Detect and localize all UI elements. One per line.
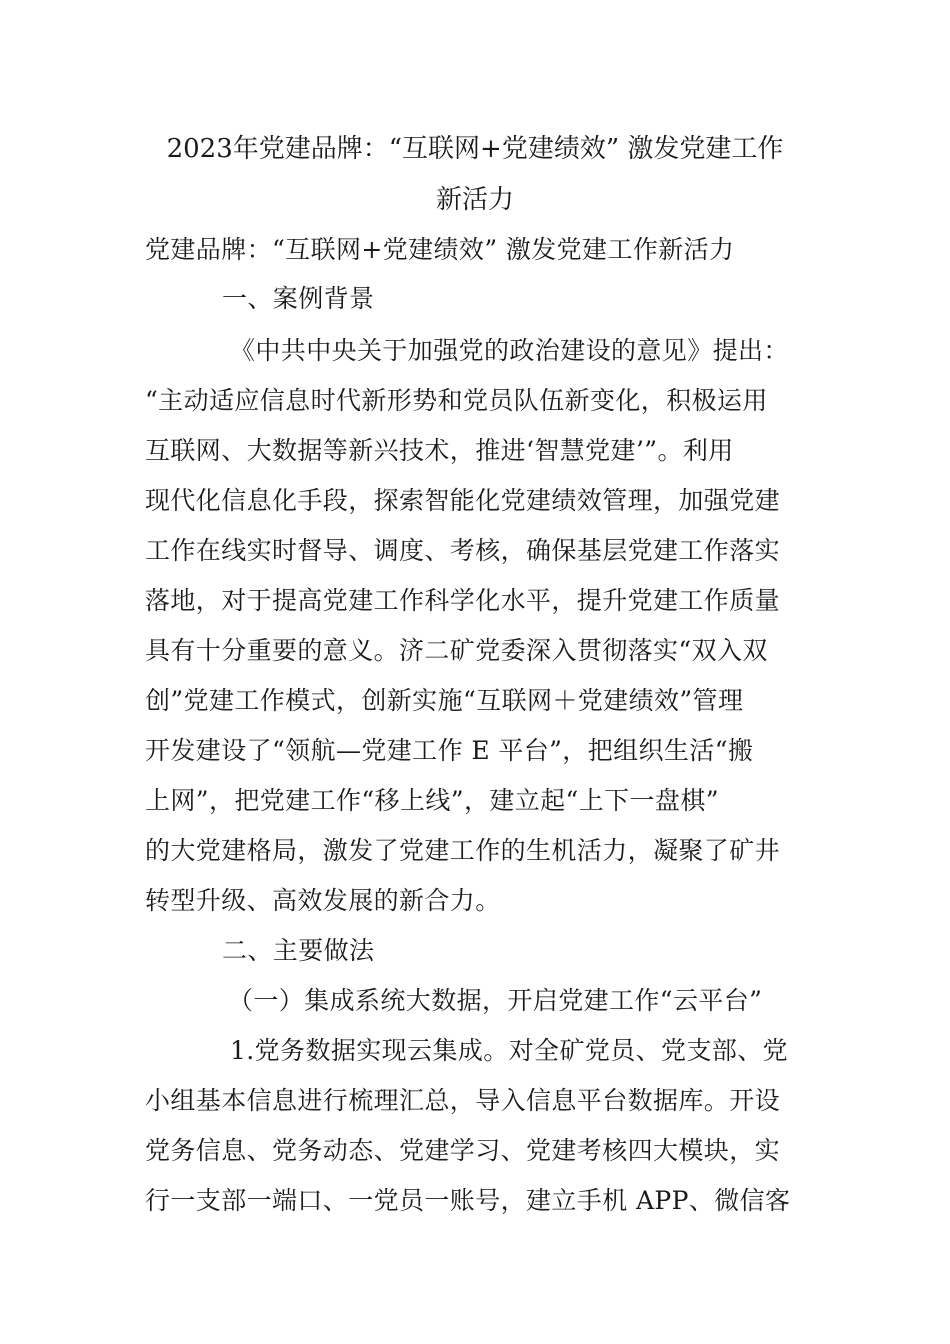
paragraph-line: 具有十分重要的意义。济二矿党委深入贯彻落实“双入双 — [145, 636, 768, 665]
document-subtitle: 党建品牌：“互联网+党建绩效” 激发党建工作新活力 — [145, 235, 735, 264]
paragraph-line: 互联网、大数据等新兴技术，推进‘智慧党建’”。利用 — [145, 436, 734, 465]
paragraph-line: 行一支部一端口、一党员一账号，建立手机 APP、微信客 — [145, 1186, 791, 1215]
paragraph-line: 小组基本信息进行梳理汇总，导入信息平台数据库。开设 — [145, 1086, 781, 1115]
paragraph-line: 转型升级、高效发展的新合力。 — [145, 886, 501, 915]
document-title-line-2: 新活力 — [435, 185, 514, 215]
paragraph-line: 创”党建工作模式，创新实施“互联网＋党建绩效”管理 — [145, 686, 744, 715]
paragraph-line: 工作在线实时督导、调度、考核，确保基层党建工作落实 — [145, 536, 781, 565]
paragraph-line: 现代化信息化手段，探索智能化党建绩效管理，加强党建 — [145, 486, 781, 515]
paragraph-line: “主动适应信息时代新形势和党员队伍新变化，积极运用 — [145, 386, 768, 415]
paragraph-line: 《中共中央关于加强党的政治建设的意见》提出： — [230, 336, 789, 365]
paragraph-line: 的大党建格局，激发了党建工作的生机活力，凝聚了矿井 — [145, 836, 781, 865]
paragraph-line: 落地，对于提高党建工作科学化水平，提升党建工作质量 — [145, 586, 781, 615]
subsection-heading: （一）集成系统大数据，开启党建工作“云平台” — [228, 986, 763, 1015]
paragraph-line: 开发建设了“领航—党建工作 E 平台”，把组织生活“搬 — [145, 736, 754, 765]
paragraph-line: 党务信息、党务动态、党建学习、党建考核四大模块，实 — [145, 1136, 781, 1165]
paragraph-line: 上网”，把党建工作“移上线”，建立起“上下一盘棋” — [145, 786, 719, 815]
document-title-line-1: 2023年党建品牌：“互联网+党建绩效” 激发党建工作 — [166, 134, 784, 164]
section-heading-methods: 二、主要做法 — [222, 936, 375, 965]
section-heading-background: 一、案例背景 — [222, 284, 375, 313]
paragraph-line: 1.党务数据实现云集成。对全矿党员、党支部、党 — [230, 1036, 789, 1065]
